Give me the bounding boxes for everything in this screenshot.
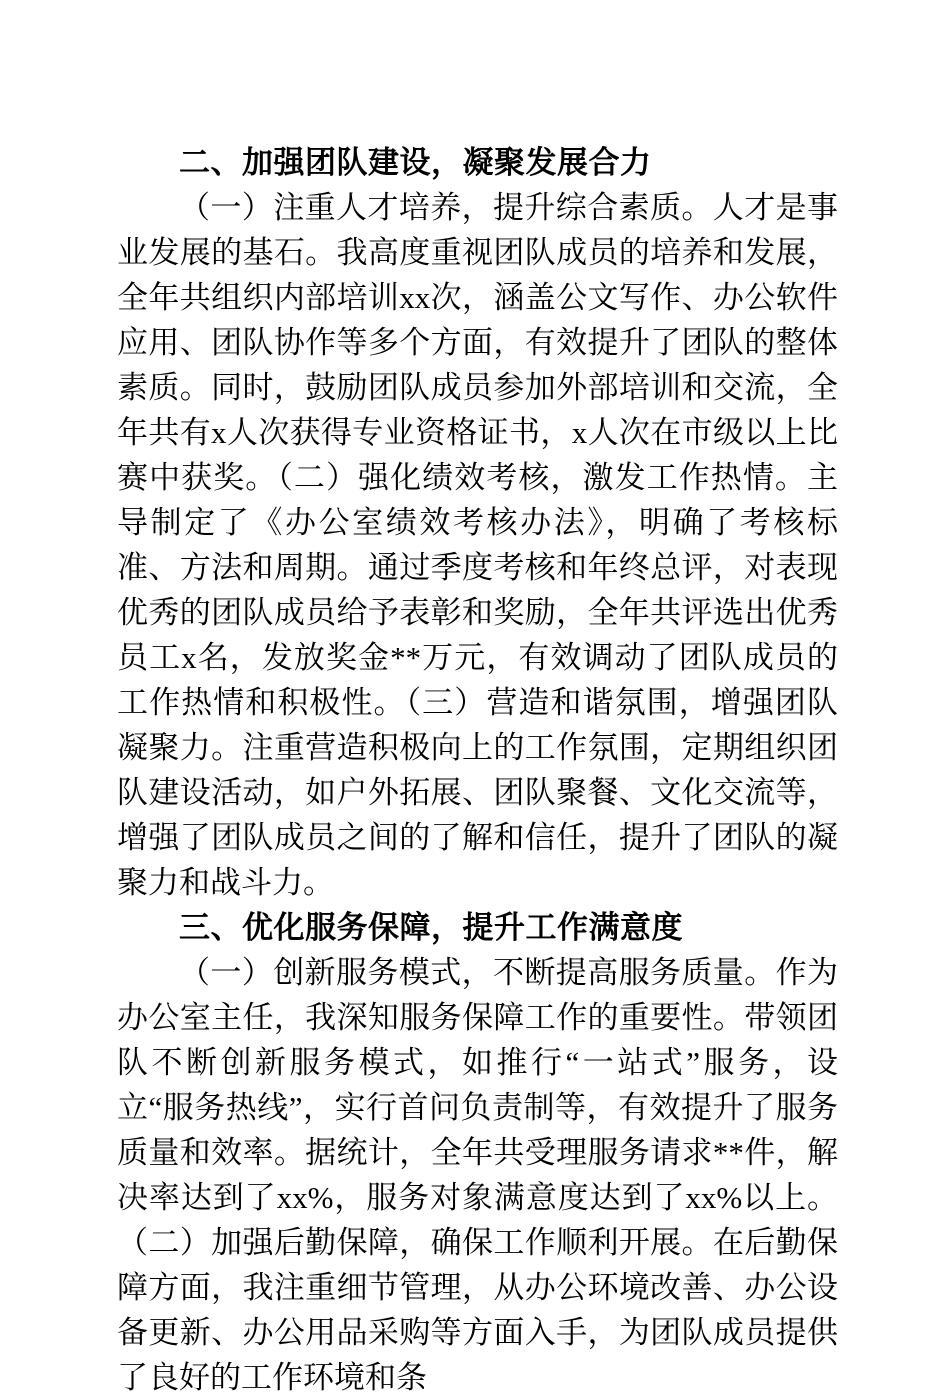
section-heading-team-building: 二、加强团队建设，凝聚发展合力 [179,145,652,180]
document-body [117,140,838,1400]
section-service-support [117,905,838,1400]
paragraph-service-support: （一）创新服务模式，不断提高服务质量。作为办公室主任，我深知服务保障工作的重要性。带领团队不断创新服务模式，如推行“一站式”服务，设立“服务热线”，实行首问负责制等，有效提升了服务质量和效率。据统计，全年共受理服务请求**件，解决率达到了xx%，服务对象满意度达到了xx%以上。（二）加强后勤保障，确保工作顺利开展。在后勤保障方面，我注重细节管理，从办公环境改善、办公设备更新、办公用品采购等方面入手，为团队成员提供了良好的工作环境和条 [117,955,838,1395]
paragraph-team-building: （一）注重人才培养，提升综合素质。人才是事业发展的基石。我高度重视团队成员的培养和发展，全年共组织内部培训xx次，涵盖公文写作、办公软件应用、团队协作等多个方面，有效提升了团队的整体素质。同时，鼓励团队成员参加外部培训和交流，全年共有x人次获得专业资格证书，x人次在市级以上比赛中获奖。（二）强化绩效考核，激发工作热情。主导制定了《办公室绩效考核办法》，明确了考核标准、方法和周期。通过季度考核和年终总评，对表现优秀的团队成员给予表彰和奖励，全年共评选出优秀员工x名，发放奖金**万元，有效调动了团队成员的工作热情和积极性。（三）营造和谐氛围，增强团队凝聚力。注重营造积极向上的工作氛围，定期组织团队建设活动，如户外拓展、团队聚餐、文化交流等，增强了团队成员之间的了解和信任，提升了团队的凝聚力和战斗力。 [117,190,838,900]
section-team-building [117,140,838,905]
section-heading-service-support: 三、优化服务保障，提升工作满意度 [179,910,683,945]
